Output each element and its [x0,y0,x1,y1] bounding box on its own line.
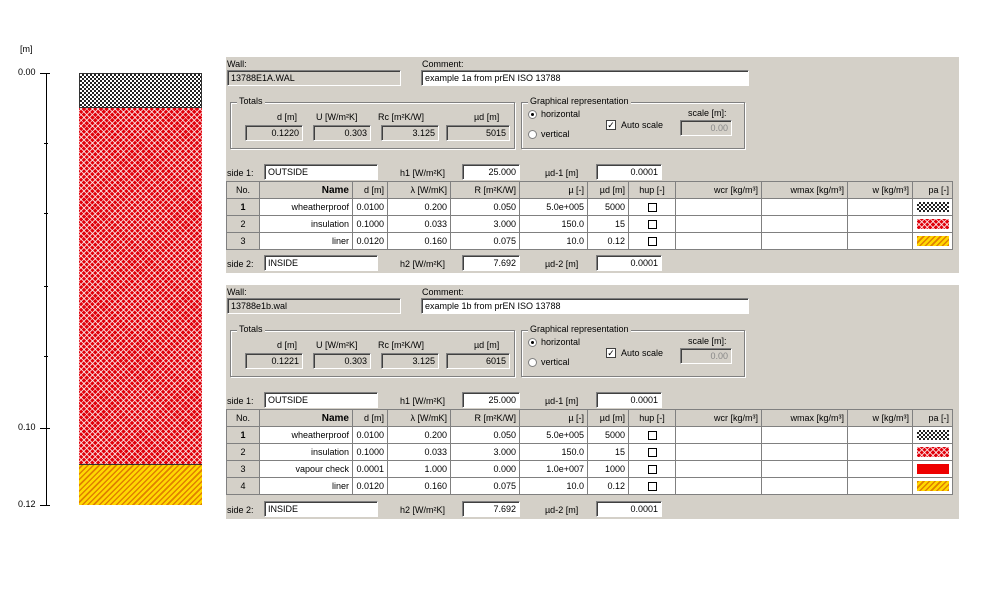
row-number: 4 [227,478,260,495]
table-row[interactable] [227,461,953,478]
scale-unit-label: [m] [20,44,33,54]
row-number: 2 [227,216,260,233]
layer-liner [79,464,202,505]
scale-tick [40,428,50,429]
horizontal-radio[interactable] [528,110,537,119]
table-row[interactable] [227,216,953,233]
table-cell[interactable]: 0.160 [388,478,451,495]
totals-rc-label: Rc [m²K/W] [378,340,424,350]
table-cell[interactable]: liner [260,233,353,250]
h2-label: h2 [W/m²K] [400,259,446,269]
table-cell[interactable]: 10.0 [520,233,588,250]
table-cell[interactable]: insulation [260,216,353,233]
horizontal-label: horizontal [541,109,581,119]
side2-input[interactable]: INSIDE [264,501,378,517]
totals-d-label: d [m] [277,340,298,350]
hup-cell[interactable] [629,199,676,216]
auto-scale-checkbox[interactable]: ✓ [607,348,615,358]
table-cell[interactable] [762,461,848,478]
wall-name-field[interactable]: 13788E1A.WAL [227,70,401,86]
row-number: 3 [227,233,260,250]
table-cell[interactable]: 15 [588,444,629,461]
totals-rc-label: Rc [m²K/W] [378,112,424,122]
table-cell[interactable]: 0.1000 [353,444,388,461]
table-cell[interactable]: 3.000 [451,444,520,461]
graph-title: Graphical representation [530,96,629,106]
column-header: λ [W/mK] [388,410,451,427]
h1-input[interactable]: 25.000 [462,164,520,180]
table-cell[interactable]: insulation [260,444,353,461]
column-header: µ [-] [520,182,588,199]
table-cell[interactable] [676,216,762,233]
table-cell[interactable]: wheatherproof [260,199,353,216]
wall-panel-2 [226,285,959,519]
ud2-label: µd-2 [m] [545,505,579,515]
wall-name-field[interactable]: 13788e1b.wal [227,298,401,314]
h1-label: h1 [W/m²K] [400,396,446,406]
vertical-radio[interactable] [528,130,537,139]
comment-label: Comment: [422,287,464,297]
horizontal-radio[interactable] [528,338,537,347]
column-header: µd [m] [588,182,629,199]
table-cell[interactable]: 0.160 [388,233,451,250]
table-cell[interactable]: 0.200 [388,427,451,444]
totals-d-value[interactable]: 0.1220 [245,125,303,141]
totals-u-label: U [W/m²K] [316,340,358,350]
totals-u-value[interactable]: 0.303 [313,353,371,369]
column-header: λ [W/mK] [388,182,451,199]
pa-cell[interactable] [913,461,953,478]
vertical-label: vertical [541,129,570,139]
hup-checkbox[interactable] [648,237,657,246]
scale-axis [46,73,47,505]
scale-tick [44,213,48,214]
hup-cell[interactable] [629,478,676,495]
column-header: d [m] [353,410,388,427]
column-header: wmax [kg/m³] [762,410,848,427]
table-cell[interactable]: 1.000 [388,461,451,478]
ud2-input[interactable]: 0.0001 [596,501,662,517]
column-header: wcr [kg/m³] [676,410,762,427]
table-cell[interactable] [676,461,762,478]
pa-cell[interactable] [913,444,953,461]
table-row[interactable] [227,444,953,461]
layers-table [226,181,953,250]
hup-checkbox[interactable] [648,465,657,474]
totals-u-label: U [W/m²K] [316,112,358,122]
scale-tick [44,286,48,287]
table-cell[interactable]: 5.0e+005 [520,199,588,216]
side1-label: side 1: [227,396,254,406]
table-cell[interactable]: 0.12 [588,478,629,495]
auto-scale-label: Auto scale [621,348,664,358]
hup-cell[interactable] [629,461,676,478]
h2-input[interactable]: 7.692 [462,255,520,271]
table-cell[interactable]: 0.0120 [353,233,388,250]
pattern-swatch [917,464,949,474]
table-cell[interactable]: 0.0100 [353,427,388,444]
side1-label: side 1: [227,168,254,178]
table-cell[interactable]: 0.033 [388,216,451,233]
totals-rc-value[interactable]: 3.125 [381,353,439,369]
totals-rc-value[interactable]: 3.125 [381,125,439,141]
table-cell[interactable] [762,444,848,461]
pa-cell[interactable] [913,233,953,250]
table-cell[interactable]: 0.075 [451,233,520,250]
table-row[interactable] [227,233,953,250]
table-cell[interactable] [848,233,913,250]
ud1-label: µd-1 [m] [545,396,579,406]
comment-label: Comment: [422,59,464,69]
pattern-swatch [917,481,949,491]
layer-insulation [79,108,202,464]
table-cell[interactable] [848,478,913,495]
pa-cell[interactable] [913,216,953,233]
totals-group [230,324,515,377]
vertical-radio[interactable] [528,358,537,367]
totals-ud-value[interactable]: 6015 [446,353,510,369]
scale-label-mid: 0.10 [18,422,36,432]
totals-d-label: d [m] [277,112,298,122]
column-header: wcr [kg/m³] [676,182,762,199]
table-cell[interactable]: 0.0001 [353,461,388,478]
column-header: Name [260,410,353,427]
table-cell[interactable]: 0.050 [451,427,520,444]
table-cell[interactable] [762,427,848,444]
table-header [227,182,953,199]
h1-label: h1 [W/m²K] [400,168,446,178]
column-header: pa [-] [913,410,953,427]
scale-label-top: 0.00 [18,67,36,77]
table-cell[interactable]: 1000 [588,461,629,478]
table-row[interactable] [227,199,953,216]
row-number: 1 [227,427,260,444]
table-cell[interactable]: 10.0 [520,478,588,495]
totals-ud-label: µd [m] [474,340,500,350]
table-cell[interactable]: 3.000 [451,216,520,233]
hup-cell[interactable] [629,427,676,444]
ud2-label: µd-2 [m] [545,259,579,269]
pa-cell[interactable] [913,427,953,444]
totals-ud-label: µd [m] [474,112,500,122]
column-header: Name [260,182,353,199]
table-cell[interactable] [676,233,762,250]
hup-checkbox[interactable] [648,431,657,440]
hup-cell[interactable] [629,233,676,250]
scale-tick [40,505,50,506]
pa-cell[interactable] [913,478,953,495]
column-header: No. [227,410,260,427]
column-header: µ [-] [520,410,588,427]
ud1-input[interactable]: 0.0001 [596,164,662,180]
totals-ud-value[interactable]: 5015 [446,125,510,141]
pattern-swatch [917,236,949,246]
table-cell[interactable]: 5.0e+005 [520,427,588,444]
column-header: hup [-] [629,410,676,427]
table-cell[interactable]: 1.0e+007 [520,461,588,478]
comment-field[interactable]: example 1a from prEN ISO 13788 [421,70,749,86]
column-header: wmax [kg/m³] [762,182,848,199]
vertical-label: vertical [541,357,570,367]
layers-table [226,409,953,495]
column-header: R [m²K/W] [451,410,520,427]
table-cell[interactable] [848,461,913,478]
table-cell[interactable]: 0.200 [388,199,451,216]
scale-input[interactable]: 0.00 [680,348,732,364]
table-row[interactable] [227,427,953,444]
side1-input[interactable]: OUTSIDE [264,392,378,408]
table-cell[interactable]: 0.0100 [353,199,388,216]
totals-d-value[interactable]: 0.1221 [245,353,303,369]
table-cell[interactable] [848,444,913,461]
horizontal-label: horizontal [541,337,581,347]
table-cell[interactable]: vapour check [260,461,353,478]
row-number: 1 [227,199,260,216]
table-header [227,410,953,427]
table-cell[interactable]: 0.000 [451,461,520,478]
column-header: pa [-] [913,182,953,199]
table-cell[interactable]: 0.033 [388,444,451,461]
table-cell[interactable] [762,216,848,233]
comment-field[interactable]: example 1b from prEN ISO 13788 [421,298,749,314]
hup-checkbox[interactable] [648,203,657,212]
totals-u-value[interactable]: 0.303 [313,125,371,141]
side1-input[interactable]: OUTSIDE [264,164,378,180]
hup-cell[interactable] [629,216,676,233]
pattern-swatch [917,430,949,440]
table-cell[interactable]: 5000 [588,199,629,216]
auto-scale-checkbox[interactable]: ✓ [607,120,615,130]
side2-label: side 2: [227,505,254,515]
table-cell[interactable] [676,478,762,495]
column-header: No. [227,182,260,199]
scale-tick [44,143,48,144]
table-cell[interactable]: 150.0 [520,216,588,233]
hup-checkbox[interactable] [648,448,657,457]
totals-title: Totals [239,324,263,334]
hup-checkbox[interactable] [648,482,657,491]
ud1-label: µd-1 [m] [545,168,579,178]
auto-scale-label: Auto scale [621,120,664,130]
scale-label-bottom: 0.12 [18,499,36,509]
h2-input[interactable]: 7.692 [462,501,520,517]
table-cell[interactable] [762,478,848,495]
row-number: 3 [227,461,260,478]
table-cell[interactable]: 0.1000 [353,216,388,233]
table-cell[interactable] [762,199,848,216]
table-cell[interactable]: 5000 [588,427,629,444]
column-header: d [m] [353,182,388,199]
column-header: hup [-] [629,182,676,199]
side2-label: side 2: [227,259,254,269]
graphical-representation-group [521,96,745,149]
h1-input[interactable]: 25.000 [462,392,520,408]
scale-label: scale [m]: [688,108,727,118]
table-cell[interactable] [762,233,848,250]
column-header: w [kg/m³] [848,182,913,199]
table-cell[interactable] [676,427,762,444]
scale-tick [44,356,48,357]
h2-label: h2 [W/m²K] [400,505,446,515]
hup-cell[interactable] [629,444,676,461]
pattern-swatch [917,219,949,229]
column-header: w [kg/m³] [848,410,913,427]
table-cell[interactable]: 150.0 [520,444,588,461]
scale-input[interactable]: 0.00 [680,120,732,136]
scale-tick [40,73,50,74]
hup-checkbox[interactable] [648,220,657,229]
table-cell[interactable]: 0.0120 [353,478,388,495]
table-cell[interactable] [676,444,762,461]
pattern-swatch [917,447,949,457]
table-cell[interactable]: 0.12 [588,233,629,250]
wall-panel-1 [226,57,959,273]
graph-title: Graphical representation [530,324,629,334]
column-header: µd [m] [588,410,629,427]
table-cell[interactable]: 0.075 [451,478,520,495]
wall-label: Wall: [227,287,247,297]
graphical-representation-group [521,324,745,377]
table-cell[interactable] [676,199,762,216]
wall-label: Wall: [227,59,247,69]
pattern-swatch [917,202,949,212]
table-row[interactable] [227,478,953,495]
table-cell[interactable]: 15 [588,216,629,233]
layer-wheatherproof [79,73,202,108]
table-cell[interactable]: wheatherproof [260,427,353,444]
table-cell[interactable]: 0.050 [451,199,520,216]
table-cell[interactable] [848,199,913,216]
table-cell[interactable]: liner [260,478,353,495]
scale-label: scale [m]: [688,336,727,346]
table-cell[interactable] [848,427,913,444]
side2-input[interactable]: INSIDE [264,255,378,271]
table-cell[interactable] [848,216,913,233]
totals-group [230,96,515,149]
column-header: R [m²K/W] [451,182,520,199]
ud1-input[interactable]: 0.0001 [596,392,662,408]
pa-cell[interactable] [913,199,953,216]
ud2-input[interactable]: 0.0001 [596,255,662,271]
row-number: 2 [227,444,260,461]
totals-title: Totals [239,96,263,106]
